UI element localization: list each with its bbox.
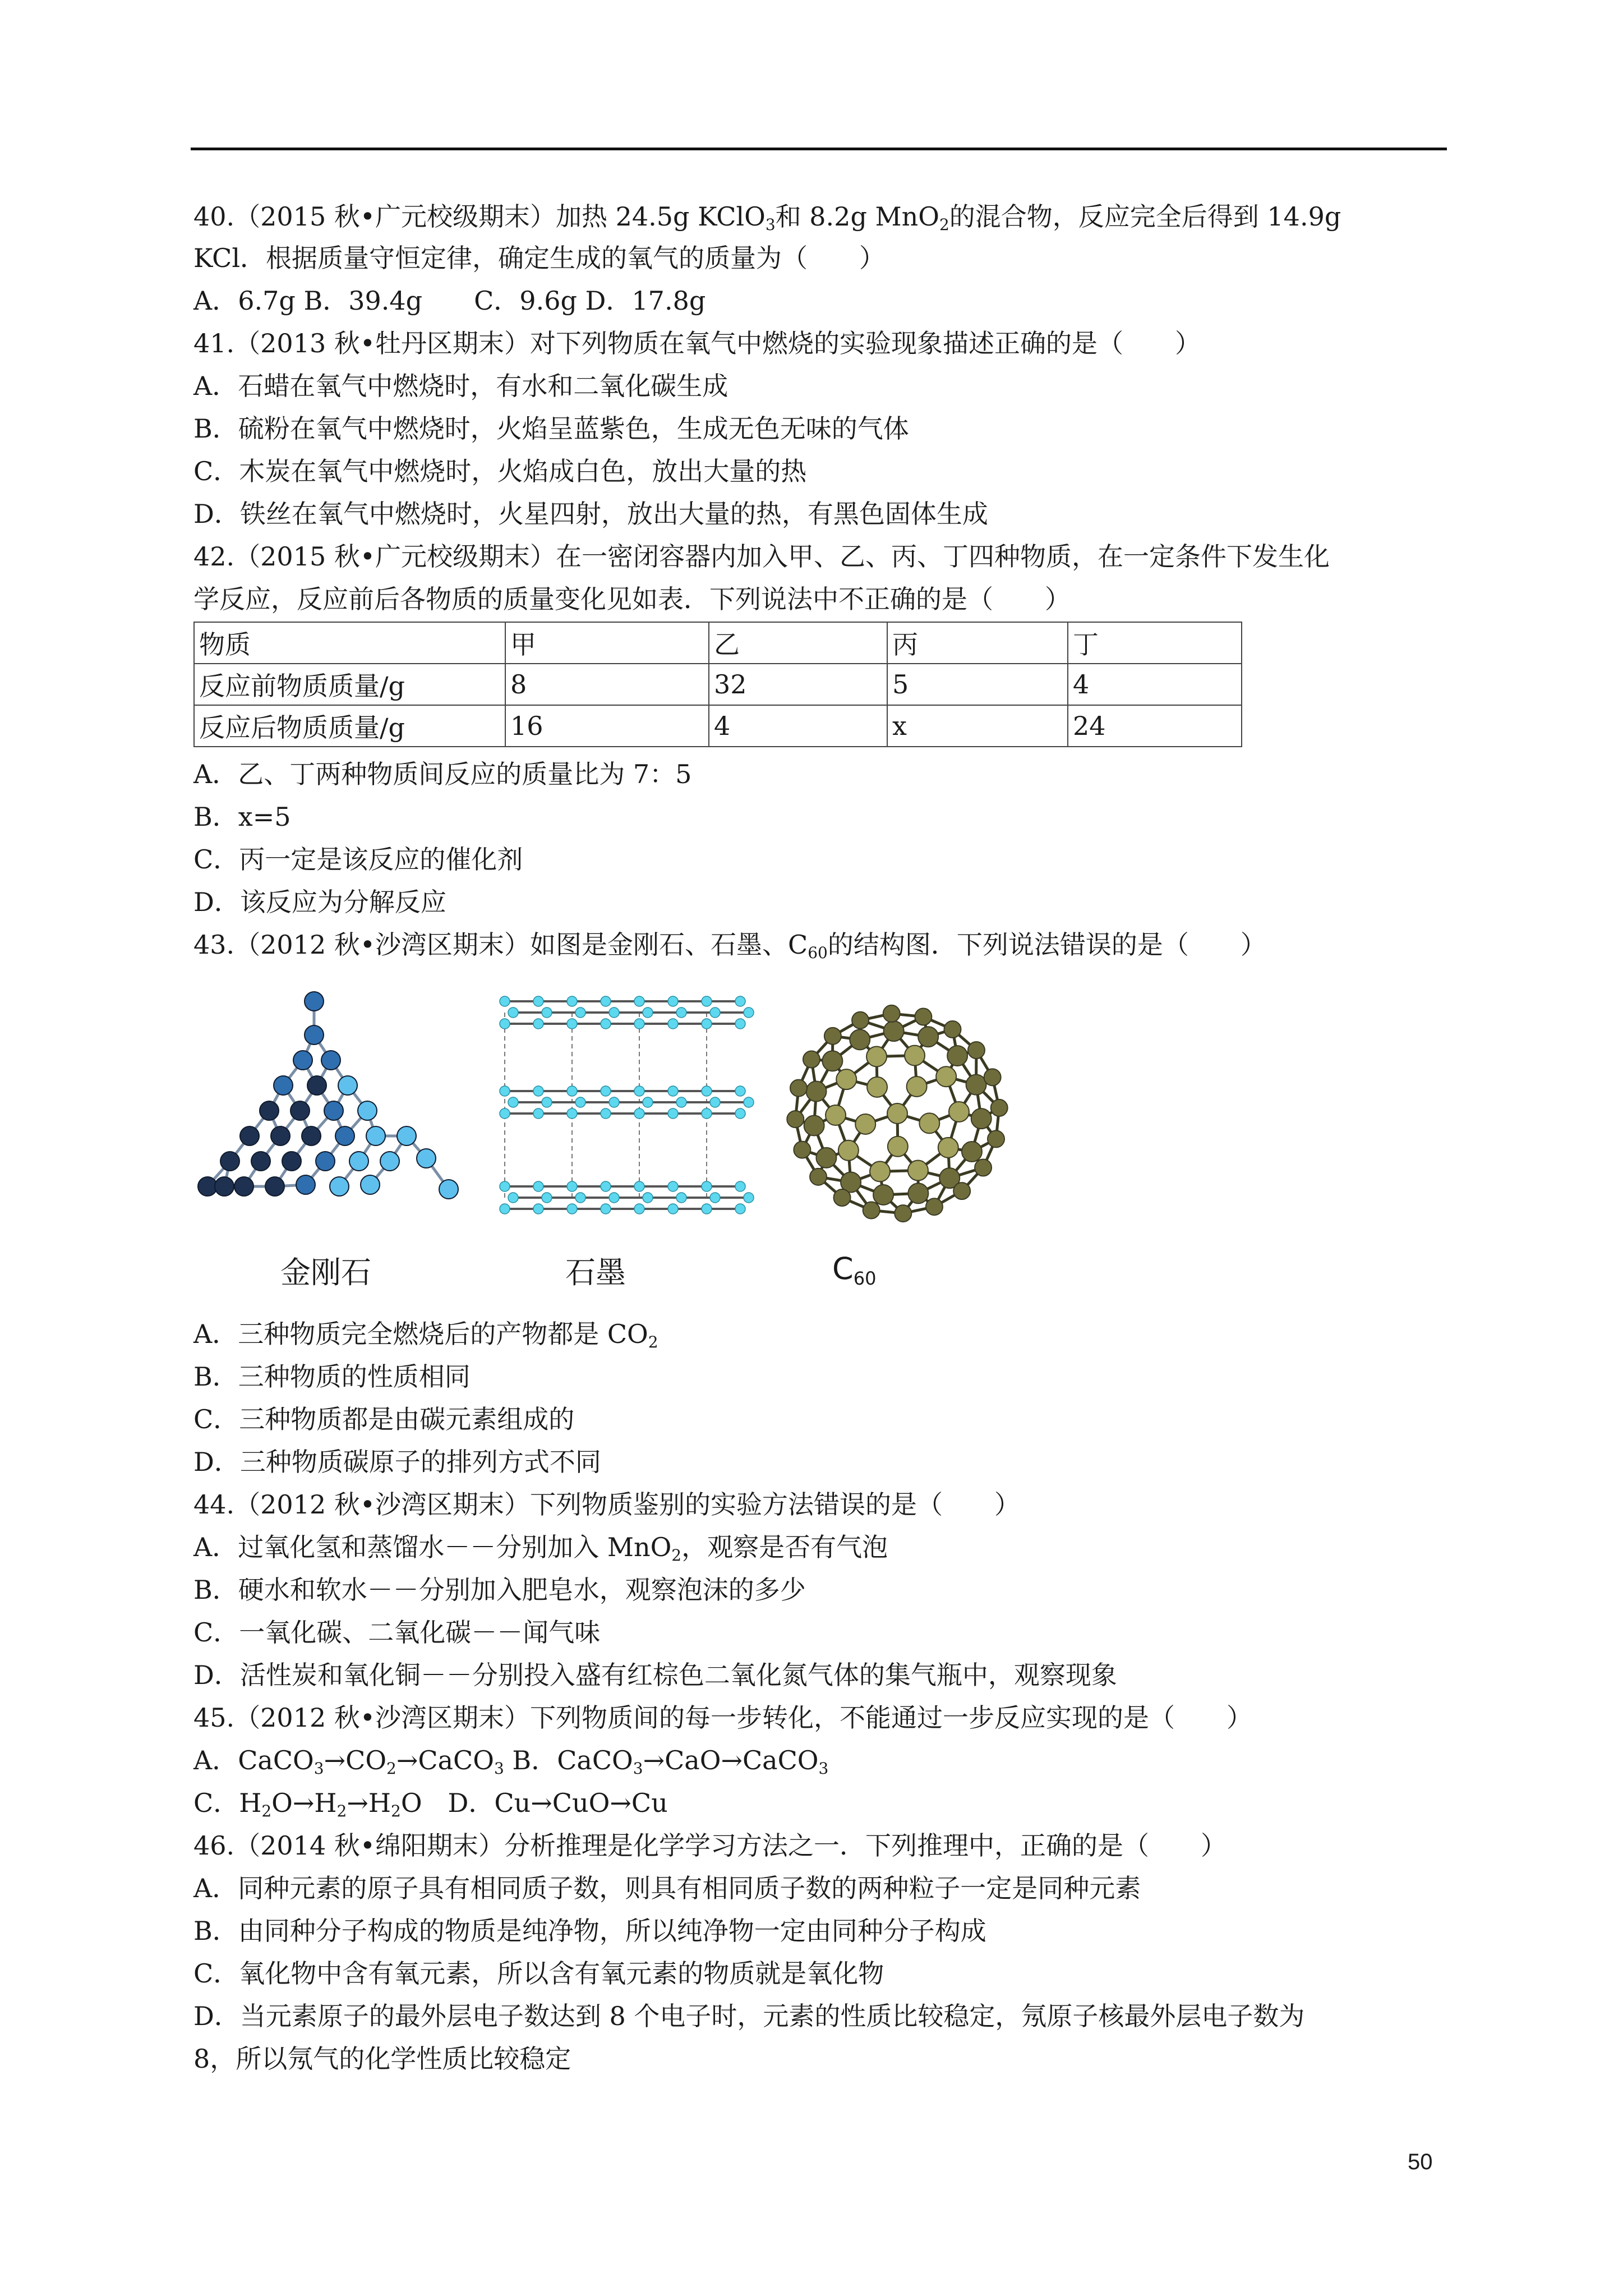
graphite-atom xyxy=(744,1193,754,1203)
diamond-atom xyxy=(366,1126,385,1145)
diamond-atom xyxy=(358,1101,377,1120)
c60-atom xyxy=(883,1005,900,1022)
table-header-cell: 乙 xyxy=(709,622,887,664)
table-header-cell: 丙 xyxy=(887,622,1068,664)
graphite-atom xyxy=(710,1097,720,1107)
c60-atom xyxy=(968,1042,985,1059)
graphite-atom xyxy=(702,1108,712,1119)
graphite-atom xyxy=(710,1007,720,1018)
graphite-atom xyxy=(643,1097,653,1107)
graphite-atom xyxy=(601,1181,611,1191)
graphite-atom xyxy=(533,1181,543,1191)
diamond-atom xyxy=(220,1152,239,1171)
table-row xyxy=(194,664,1242,705)
graphite-atom xyxy=(575,1193,585,1203)
q42-option-a: A．乙、丁两种物质间反应的质量比为 7：5 xyxy=(193,759,692,789)
table-cell: 反应前物质质量/g xyxy=(194,664,505,705)
diamond-atom xyxy=(198,1177,217,1196)
graphite-atom xyxy=(744,1097,754,1107)
diamond-atom xyxy=(349,1152,368,1171)
c60-atom xyxy=(919,1113,939,1133)
table-header-cell: 甲 xyxy=(505,622,709,664)
graphite-atom xyxy=(634,1108,644,1119)
graphite-atom xyxy=(702,1019,712,1029)
c60-structure-image xyxy=(768,999,1038,1234)
c60-atom xyxy=(852,1012,869,1029)
c60-atom xyxy=(905,1046,925,1066)
q46-option-d-line1: D．当元素原子的最外层电子数达到 8 个电子时，元素的性质比较稳定，氖原子核最外层电子数为 xyxy=(193,2001,1305,2031)
graphite-atom xyxy=(735,996,745,1006)
graphite-atom xyxy=(634,1086,644,1096)
graphite-atom xyxy=(601,1019,611,1029)
table-cell: x xyxy=(887,705,1068,747)
c60-atom xyxy=(944,1021,961,1038)
diamond-atom xyxy=(302,1126,321,1145)
c60-atom xyxy=(975,1159,992,1176)
diamond-atom xyxy=(324,1101,343,1120)
diamond-atom xyxy=(265,1177,284,1196)
graphite-atom xyxy=(668,1108,678,1119)
q43-option-a: A．三种物质完全燃烧后的产物都是 $CO_2$ xyxy=(193,1319,658,1351)
graphite-atom xyxy=(710,1193,720,1203)
graphite-atom xyxy=(676,1007,686,1018)
graphite-atom xyxy=(542,1193,552,1203)
graphite-atom xyxy=(567,1108,577,1119)
c60-atom xyxy=(824,1028,841,1045)
table-cell: 反应后物质质量/g xyxy=(194,705,505,747)
c60-atom xyxy=(938,1138,958,1158)
diamond-atom xyxy=(251,1152,270,1171)
q43-option-b: B．三种物质的性质相同 xyxy=(193,1361,471,1392)
c60-atom xyxy=(971,1108,992,1129)
graphite-atom xyxy=(542,1097,552,1107)
c60-atom xyxy=(907,1076,927,1097)
c60-atom xyxy=(947,1046,967,1066)
graphite-atom xyxy=(668,1204,678,1214)
graphite-atom xyxy=(643,1193,653,1203)
c60-atom xyxy=(838,1140,859,1161)
c60-atom xyxy=(887,1103,907,1124)
c60-atom xyxy=(984,1069,1001,1085)
diamond-atom xyxy=(240,1126,259,1145)
q44-option-b: B．硬水和软水－－分别加入肥皂水，观察泡沫的多少 xyxy=(193,1575,806,1605)
q41-stem: 41.（2013 秋•牡丹区期末）对下列物质在氧气中燃烧的实验现象描述正确的是（ ） xyxy=(193,328,1201,358)
graphite-atom xyxy=(508,1097,518,1107)
graphite-atom xyxy=(668,996,678,1006)
table-cell: 24 xyxy=(1068,705,1242,747)
graphite-atom xyxy=(533,1086,543,1096)
graphite-atom xyxy=(542,1007,552,1018)
diamond-atom xyxy=(215,1177,234,1196)
q45-options-line1: A．$CaCO_3\to CO_2\to CaCO_3$ B．CaCO$_3$→CaO→CaCO$_3$ xyxy=(193,1745,829,1778)
diamond-atom xyxy=(335,1126,354,1145)
graphite-atom xyxy=(500,1019,510,1029)
diamond-atom xyxy=(338,1076,357,1095)
graphite-atom xyxy=(601,996,611,1006)
graphite-structure-image xyxy=(488,987,757,1234)
graphite-atom xyxy=(702,1086,712,1096)
q44-option-a: A．过氧化氢和蒸馏水－－分别加入 MnO$_2$，观察是否有气泡 xyxy=(193,1532,888,1565)
graphite-atom xyxy=(533,1108,543,1119)
q45-stem: 45.（2012 秋•沙湾区期末）下列物质间的每一步转化，不能通过一步反应实现的是（ ） xyxy=(193,1703,1252,1733)
c60-atom xyxy=(810,1168,827,1185)
c60-atom xyxy=(873,1185,893,1205)
diamond-atom xyxy=(260,1101,279,1120)
c60-atom xyxy=(787,1111,804,1128)
q42-stem-line2: 学反应，反应前后各物质的质量变化见如表．下列说法中不正确的是（ ） xyxy=(193,584,1071,614)
c60-atom xyxy=(936,1066,956,1087)
graphite-atom xyxy=(609,1097,619,1107)
c60-atom xyxy=(816,1148,836,1168)
q42-option-b: B．x=5 xyxy=(193,802,291,832)
c60-atom xyxy=(908,1183,928,1203)
diamond-atom xyxy=(397,1126,416,1145)
c60-atom xyxy=(806,1082,827,1102)
graphite-atom xyxy=(533,1019,543,1029)
graphite-atom xyxy=(500,1108,510,1119)
q41-option-d: D．铁丝在氧气中燃烧时，火星四射，放出大量的热，有黑色固体生成 xyxy=(193,499,988,529)
c60-atom xyxy=(953,1182,970,1199)
graphite-atom xyxy=(676,1097,686,1107)
c60-atom xyxy=(822,1051,842,1071)
q46-option-c: C．氧化物中含有氧元素，所以含有氧元素的物质就是氧化物 xyxy=(193,1958,884,1989)
graphite-atom xyxy=(634,1019,644,1029)
table-cell: 4 xyxy=(1068,664,1242,705)
q42-stem-line1: 42.（2015 秋•广元校级期末）在一密闭容器内加入甲、乙、丙、丁四种物质，在一定条件下发生化 xyxy=(193,541,1330,572)
graphite-atom xyxy=(533,996,543,1006)
q44-option-d: D．活性炭和氧化铜－－分别投入盛有红棕色二氧化氮气体的集气瓶中，观察现象 xyxy=(193,1660,1117,1690)
c60-atom xyxy=(991,1099,1008,1116)
graphite-atom xyxy=(508,1193,518,1203)
graphite-label: 石墨 xyxy=(565,1255,626,1290)
c60-atom xyxy=(804,1116,824,1136)
q40-stem-line1: 40.（2015 秋•广元校级期末）加热 24.5g KClO$_3$和 8.2g MnO$_2$的混合物，反应完全后得到 14.9g xyxy=(193,201,1341,234)
graphite-atom xyxy=(668,1181,678,1191)
graphite-atom xyxy=(702,1204,712,1214)
graphite-atom xyxy=(567,1086,577,1096)
c60-atom xyxy=(834,1189,851,1206)
q43-stem: 43.（2012 秋•沙湾区期末）如图是金刚石、石墨、$C_{60}$的结构图．下列说法错误的是（ ） xyxy=(193,930,1266,962)
c60-atom xyxy=(918,1027,938,1047)
c60-atom xyxy=(866,1046,887,1066)
graphite-atom xyxy=(735,1181,745,1191)
table-header-row xyxy=(194,622,1242,664)
table-header-cell: 丁 xyxy=(1068,622,1242,664)
q41-option-c: C．木炭在氧气中燃烧时，火焰成白色，放出大量的热 xyxy=(193,456,807,486)
diamond-atom xyxy=(439,1180,458,1199)
graphite-atom xyxy=(601,1204,611,1214)
graphite-atom xyxy=(500,1181,510,1191)
diamond-atom xyxy=(361,1175,380,1194)
q45-options-line2: C．$H_2O\to H_2\to H_2O$ D．Cu→CuO→Cu xyxy=(193,1788,668,1820)
diamond-atom xyxy=(380,1152,399,1171)
graphite-atom xyxy=(575,1097,585,1107)
graphite-atom xyxy=(609,1007,619,1018)
c60-atom xyxy=(908,1161,928,1181)
diamond-atom xyxy=(234,1177,253,1196)
diamond-atom xyxy=(291,1101,310,1120)
c60-atom xyxy=(794,1142,810,1158)
graphite-atom xyxy=(702,1181,712,1191)
diamond-atom xyxy=(282,1152,301,1171)
graphite-atom xyxy=(702,996,712,1006)
q40-options: A．6.7g B．39.4g C．9.6g D．17.8g xyxy=(193,286,706,316)
graphite-atom xyxy=(744,1007,754,1018)
q42-option-c: C．丙一定是该反应的催化剂 xyxy=(193,844,523,875)
diamond-atom xyxy=(296,1175,315,1194)
graphite-atom xyxy=(567,1204,577,1214)
c60-atom xyxy=(855,1114,875,1134)
q44-option-c: C．一氧化碳、二氧化碳－－闻气味 xyxy=(193,1617,601,1648)
graphite-atom xyxy=(567,996,577,1006)
c60-atom xyxy=(826,1105,846,1125)
graphite-atom xyxy=(634,1204,644,1214)
c60-atom xyxy=(888,1137,908,1157)
q41-option-b: B．硫粉在氧气中燃烧时，火焰呈蓝紫色，生成无色无味的气体 xyxy=(193,413,909,444)
c60-atom xyxy=(863,1202,880,1218)
diamond-atom xyxy=(305,992,324,1011)
q46-stem: 46.（2014 秋•绵阳期末）分析推理是化学学习方法之一．下列推理中，正确的是（ ） xyxy=(193,1830,1227,1861)
mass-table xyxy=(193,622,1242,747)
c60-atom xyxy=(850,1029,870,1050)
graphite-atom xyxy=(601,1086,611,1096)
c60-atom xyxy=(966,1075,986,1095)
graphite-atom xyxy=(634,996,644,1006)
graphite-atom xyxy=(735,1204,745,1214)
graphite-atom xyxy=(668,1086,678,1096)
diamond-atom xyxy=(305,1025,324,1045)
graphite-atom xyxy=(500,1204,510,1214)
q40-stem-line2: KCl．根据质量守恒定律，确定生成的氧气的质量为（ ） xyxy=(193,243,886,273)
graphite-atom xyxy=(676,1193,686,1203)
c60-atom xyxy=(870,1161,890,1181)
graphite-atom xyxy=(500,1086,510,1096)
graphite-atom xyxy=(601,1108,611,1119)
q46-option-a: A．同种元素的原子具有相同质子数，则具有相同质子数的两种粒子一定是同种元素 xyxy=(193,1873,1141,1903)
diamond-atom xyxy=(271,1126,290,1145)
diamond-atom xyxy=(307,1076,326,1095)
graphite-atom xyxy=(567,1181,577,1191)
c60-atom xyxy=(926,1198,943,1215)
c60-atom xyxy=(915,1009,932,1025)
c60-atom xyxy=(790,1080,807,1097)
table-cell: 4 xyxy=(709,705,887,747)
table-row xyxy=(194,705,1242,747)
c60-atom xyxy=(949,1102,969,1122)
page-number: 50 xyxy=(1408,2150,1433,2174)
table-cell: 5 xyxy=(887,664,1068,705)
graphite-atom xyxy=(533,1204,543,1214)
table-cell: 8 xyxy=(505,664,709,705)
graphite-atom xyxy=(500,996,510,1006)
q46-option-d-line2: 8，所以氖气的化学性质比较稳定 xyxy=(193,2044,571,2074)
graphite-atom xyxy=(567,1019,577,1029)
diamond-atom xyxy=(321,1051,340,1070)
header-rule xyxy=(191,148,1447,150)
c60-atom xyxy=(895,1205,911,1222)
diamond-atom xyxy=(316,1152,335,1171)
c60-atom xyxy=(884,1021,904,1041)
diamond-structure-image xyxy=(191,987,471,1234)
c60-atom xyxy=(988,1130,1004,1147)
graphite-atom xyxy=(643,1007,653,1018)
c60-atom xyxy=(803,1051,820,1068)
graphite-atom xyxy=(609,1193,619,1203)
graphite-atom xyxy=(634,1181,644,1191)
graphite-atom xyxy=(735,1019,745,1029)
table-cell: 16 xyxy=(505,705,709,747)
table-header-cell: 物质 xyxy=(194,622,505,664)
c60-label: C60 xyxy=(832,1251,877,1289)
q44-stem: 44.（2012 秋•沙湾区期末）下列物质鉴别的实验方法错误的是（ ） xyxy=(193,1489,1020,1520)
c60-atom xyxy=(867,1077,887,1097)
q43-option-d: D．三种物质碳原子的排列方式不同 xyxy=(193,1447,601,1477)
graphite-atom xyxy=(508,1007,518,1018)
q41-option-a: A．石蜡在氧气中燃烧时，有水和二氧化碳生成 xyxy=(193,371,728,401)
graphite-atom xyxy=(735,1108,745,1119)
diamond-atom xyxy=(274,1076,293,1095)
diamond-atom xyxy=(330,1177,349,1196)
q42-option-d: D．该反应为分解反应 xyxy=(193,887,446,917)
graphite-atom xyxy=(668,1019,678,1029)
diamond-atom xyxy=(293,1051,312,1070)
graphite-atom xyxy=(735,1086,745,1096)
c60-atom xyxy=(962,1142,982,1162)
c60-atom xyxy=(836,1069,856,1089)
diamond-label: 金刚石 xyxy=(280,1255,371,1290)
q43-option-c: C．三种物质都是由碳元素组成的 xyxy=(193,1404,575,1434)
table-cell: 32 xyxy=(709,664,887,705)
diamond-atom xyxy=(417,1149,436,1168)
graphite-atom xyxy=(575,1007,585,1018)
q46-option-b: B．由同种分子构成的物质是纯净物，所以纯净物一定由同种分子构成 xyxy=(193,1916,986,1946)
